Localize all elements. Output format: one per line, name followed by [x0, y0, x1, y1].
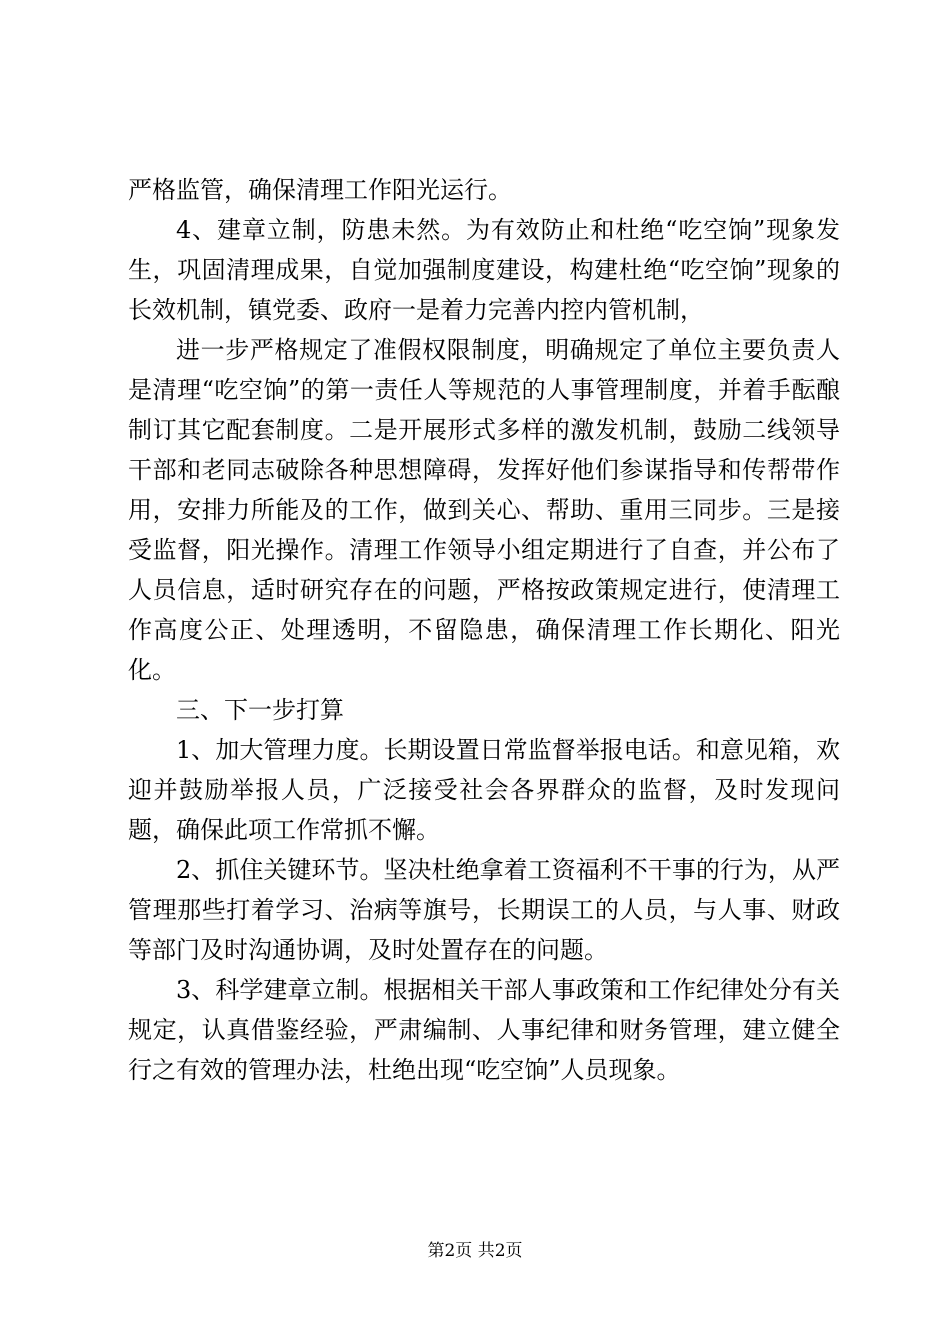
document-body: [128, 170, 840, 1090]
page-footer: [0, 1240, 950, 1262]
section-heading-next-steps: 三、下一步打算: [176, 696, 344, 724]
paragraph-continuation: 严格监管，确保清理工作阳光运行。: [128, 176, 512, 204]
paragraph-measures: 进一步严格规定了准假权限制度，明确规定了单位主要负责人是清理“吃空饷”的第一责任人等规范的人事管理制度，并着手酝酿制订其它配套制度。二是开展形式多样的激发机制，鼓励二线领导干部和老同志破除各种思想障碍，发挥好他们参谋指导和传帮带作用，安排力所能及的工作，做到关心、帮助、重用三同步。三是接受监督，阳光操作。清理工作领导小组定期进行了自查，并公布了人员信息，适时研究存在的问题，严格按政策规定进行，使清理工作高度公正、处理透明，不留隐患，确保清理工作长期化、阳光化。: [128, 336, 840, 684]
paragraph-next-step-2: 2、抓住关键环节。坚决杜绝拿着工资福利不干事的行为，从严管理那些打着学习、治病等旗号，长期误工的人员，与人事、财政等部门及时沟通协调，及时处置存在的问题。: [128, 856, 840, 964]
paragraph-next-step-1: 1、加大管理力度。长期设置日常监督举报电话。和意见箱，欢迎并鼓励举报人员，广泛接受社会各界群众的监督，及时发现问题，确保此项工作常抓不懈。: [128, 736, 840, 844]
paragraph-item-4: 4、建章立制，防患未然。为有效防止和杜绝“吃空饷”现象发生，巩固清理成果，自觉加强制度建设，构建杜绝“吃空饷”现象的长效机制，镇党委、政府一是着力完善内控内管机制，: [128, 216, 840, 324]
paragraph-next-step-3: 3、科学建章立制。根据相关干部人事政策和工作纪律处分有关规定，认真借鉴经验，严肃编制、人事纪律和财务管理，建立健全行之有效的管理办法，杜绝出现“吃空饷”人员现象。: [128, 976, 840, 1084]
page-number-label: 第2页 共2页: [427, 1241, 523, 1261]
